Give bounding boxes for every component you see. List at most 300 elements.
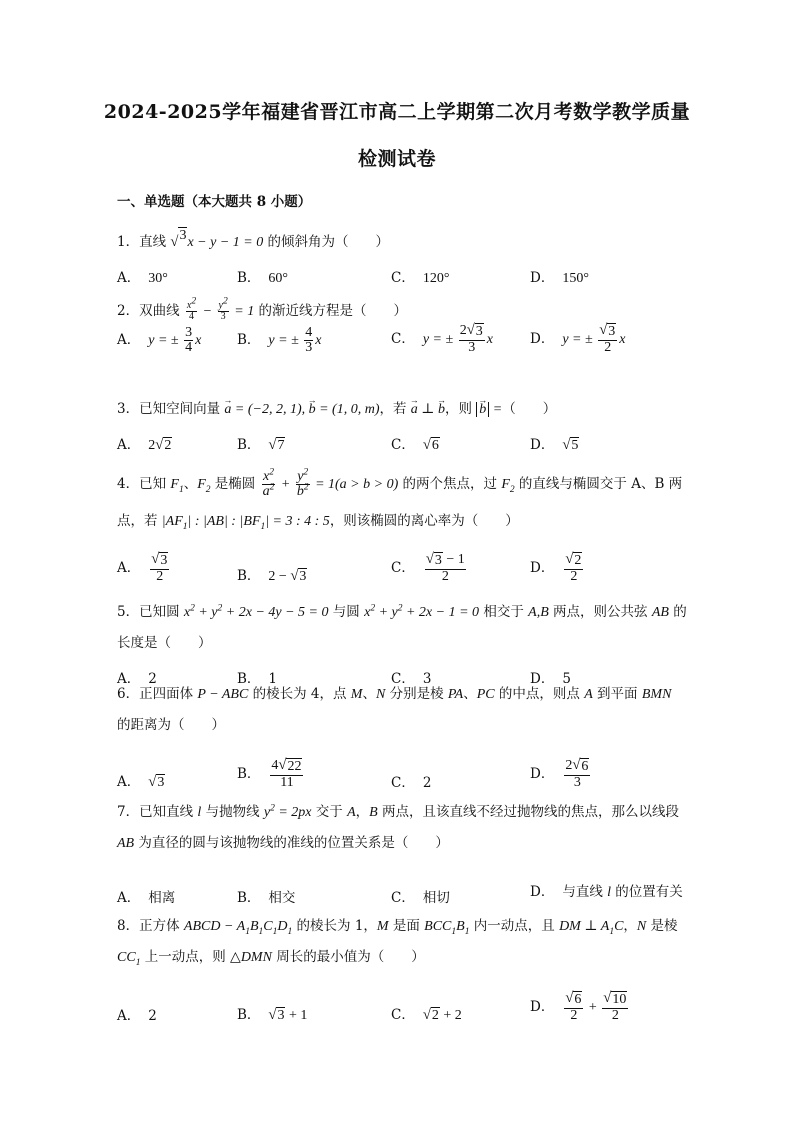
vector: → a	[411, 395, 418, 425]
subscript: 1	[245, 926, 250, 937]
math-upright: − 1	[442, 552, 465, 568]
option-label: A．	[117, 1008, 141, 1024]
math-expression: $x^2 + y^2 + 2x - 1 = 0$	[364, 603, 480, 620]
vector: → b	[438, 395, 445, 425]
option-a	[117, 770, 165, 791]
radicand: 3	[178, 227, 187, 257]
radicand: 6	[581, 759, 589, 775]
options-row	[117, 973, 689, 1029]
fraction	[262, 466, 276, 500]
option-label: D．	[530, 436, 555, 453]
text-run: 的倾斜角为（ ）	[263, 234, 390, 250]
option-label: D．	[530, 765, 555, 782]
denominator	[564, 570, 583, 585]
options-row	[117, 540, 689, 590]
math-expression: $CC_1$	[117, 950, 141, 968]
fraction	[296, 466, 310, 500]
text-run: 的渐近线方程是（ ）	[254, 303, 407, 319]
math-upright: 4	[188, 311, 194, 323]
math-expression	[562, 757, 592, 791]
superscript: 2	[269, 466, 274, 477]
superscript: 2	[217, 603, 223, 614]
math-expression: y = ± $\frac{4}{3}$ x	[268, 324, 322, 356]
numerator	[602, 991, 628, 1009]
denominator	[598, 341, 617, 356]
text-run: 与直线	[562, 884, 608, 900]
option-label: C．	[391, 671, 415, 687]
text-run: 3．已知空间向量	[117, 401, 225, 417]
text-run: 2	[148, 1008, 157, 1024]
math-expression	[562, 271, 589, 286]
option-label: C．	[391, 1006, 415, 1023]
square-root	[426, 552, 443, 569]
math-expression	[562, 438, 579, 453]
option-label: C．	[391, 559, 415, 576]
square-root	[148, 774, 165, 791]
math-expression: l	[197, 805, 202, 820]
denominator: $a^2$	[262, 482, 275, 500]
radicand: 3	[434, 553, 442, 569]
math-expression	[423, 1008, 462, 1023]
square-root	[155, 437, 172, 454]
math-expression	[268, 757, 305, 791]
radical-sign: √	[572, 757, 581, 774]
radical-sign: √	[425, 551, 434, 568]
subscript: 1	[272, 926, 278, 937]
math-expression	[268, 569, 307, 584]
fraction	[598, 323, 617, 356]
math-upright: 3	[305, 340, 313, 356]
radicand: 6	[574, 992, 582, 1008]
denominator	[184, 341, 193, 356]
fraction	[218, 296, 229, 323]
numerator	[304, 326, 313, 342]
option-label: A．	[117, 773, 141, 790]
text-run: 4．已知	[117, 476, 171, 492]
text-run: 、	[362, 686, 376, 702]
text-run: 两点，且该直线不经过抛物线的焦点，那么以线段	[377, 804, 680, 820]
denominator	[186, 312, 197, 323]
subscript: 2	[205, 484, 211, 495]
option-label: A．	[117, 270, 141, 286]
math-upright: 2	[570, 569, 578, 585]
math-expression: DM ⊥ $A_1C$	[559, 919, 624, 937]
math-expression: → a = (−2, 2, 1), → b = (1, 0, m)	[224, 402, 379, 417]
option-label: A．	[117, 559, 141, 576]
math-expression: $x^2 + y^2 + 2x - 4y - 5 = 0$	[183, 603, 329, 620]
math-upright: + 2	[439, 1007, 462, 1023]
numerator	[459, 323, 485, 341]
vector: → a	[224, 395, 231, 425]
math-expression	[423, 271, 450, 286]
math-expression: BMN	[641, 687, 672, 702]
radicand: 3	[157, 774, 165, 790]
text-run: 内一动点，且	[469, 918, 560, 934]
text-run: 相交	[268, 890, 296, 906]
option-label: A．	[117, 890, 141, 906]
superscript: 2	[370, 603, 376, 614]
math-expression: $\frac{x^2}{4}$ − $\frac{y^2}{3}$ = 1	[186, 296, 255, 323]
option-c	[391, 552, 468, 585]
radical-sign: √	[565, 551, 574, 568]
math-upright: 3	[468, 340, 476, 356]
text-run: ，	[355, 804, 370, 820]
denominator	[218, 312, 229, 323]
math-upright: 2	[441, 569, 449, 585]
square-root	[268, 1007, 285, 1024]
numerator	[598, 323, 617, 341]
text-run: 分别是棱	[385, 686, 448, 702]
math-upright: 2	[565, 758, 573, 774]
option-b	[237, 266, 288, 287]
math-upright: 2	[156, 569, 164, 585]
radicand: 22	[287, 759, 302, 775]
numerator	[150, 552, 169, 570]
superscript: 2	[303, 466, 309, 477]
math-expression: AB	[651, 605, 669, 620]
math-upright: 2	[611, 1008, 619, 1024]
option-b	[237, 564, 307, 585]
text-run: 的棱长为 1，	[292, 918, 377, 934]
math-upright: 30°	[148, 271, 168, 286]
math-upright: 2	[148, 437, 156, 453]
radical-sign: √	[170, 234, 179, 250]
square-root	[290, 568, 307, 585]
text-run: ，若	[379, 401, 411, 417]
math-expression: $F_2$	[197, 477, 211, 495]
radical-sign: √	[422, 1006, 431, 1023]
math-expression: PC	[476, 687, 495, 702]
radical-sign: √	[148, 773, 157, 790]
option-label: A．	[117, 671, 141, 687]
math-expression	[148, 551, 171, 585]
text-run: 5．已知圆	[117, 604, 184, 620]
numerator	[564, 758, 590, 776]
radical-sign: √	[290, 567, 299, 584]
math-expression: → a ⊥ → b	[411, 402, 445, 417]
math-expression: $y^2 = 2px$	[263, 803, 312, 820]
option-label: B．	[237, 671, 261, 687]
math-expression	[148, 271, 168, 286]
radicand: 3	[475, 324, 483, 340]
exam-title-line-2: 检测试卷	[357, 148, 436, 170]
option-b	[237, 758, 305, 791]
math-expression: y = ± $\frac{3}{4}$ x	[148, 324, 202, 356]
text-run: 是椭圆	[210, 476, 260, 492]
square-root	[467, 323, 484, 340]
option-label: D．	[530, 559, 555, 576]
superscript: 2	[303, 482, 309, 493]
option-label: B．	[237, 1006, 261, 1023]
text-run: 1	[268, 671, 278, 687]
text-run: 相交于	[479, 604, 529, 620]
math-upright: 4	[185, 340, 193, 356]
radicand: 2	[574, 553, 582, 569]
superscript: 2	[190, 603, 195, 614]
question-stem	[117, 227, 689, 258]
fraction	[564, 552, 583, 585]
math-expression: l	[607, 885, 612, 900]
square-root	[565, 991, 582, 1008]
radicand: 3	[608, 324, 616, 340]
math-expression: N	[636, 919, 647, 934]
text-run: 的两个焦点，过	[398, 476, 502, 492]
option-label: A．	[117, 332, 141, 349]
math-upright: 3	[573, 775, 581, 791]
square-root	[278, 758, 302, 775]
fraction	[425, 552, 466, 585]
subscript: 1	[258, 926, 264, 937]
option-label: B．	[237, 436, 261, 453]
subscript: 1	[182, 521, 188, 532]
math-expression	[268, 438, 285, 453]
text-run: 的中点，则点	[494, 686, 585, 702]
denominator	[602, 1009, 628, 1024]
option-d	[530, 433, 579, 454]
math-upright: 120°	[422, 271, 450, 286]
option-d	[530, 266, 589, 287]
math-expression	[423, 551, 468, 585]
square-root	[603, 991, 627, 1008]
text-run: 是面	[388, 918, 425, 934]
option-d	[530, 323, 625, 356]
option-c	[391, 433, 440, 454]
question-stem	[117, 797, 689, 859]
radical-sign: √	[278, 757, 287, 774]
numerator: $y^2$	[297, 466, 309, 484]
numerator: $y^2$	[218, 296, 228, 311]
question-stem	[117, 597, 689, 658]
question-5	[117, 597, 689, 692]
fraction	[270, 758, 303, 791]
radical-sign: √	[562, 436, 571, 453]
option-label: B．	[237, 332, 261, 349]
math-expression	[268, 271, 288, 286]
fraction	[186, 296, 197, 323]
exam-title-line-1: 2024-2025学年福建省晋江市高二上学期第二次月考数学教学质量	[103, 101, 691, 123]
denominator	[564, 1009, 583, 1024]
square-root	[268, 437, 285, 454]
question-stem	[117, 679, 689, 740]
radical-sign: √	[422, 436, 431, 453]
radical-sign: √	[268, 1006, 277, 1023]
text-run: 与抛物线	[201, 804, 264, 820]
radicand: 3	[277, 1007, 285, 1023]
text-run: 的距离为（ ）	[117, 717, 225, 733]
option-a	[117, 552, 171, 585]
math-upright: 3	[185, 324, 193, 340]
square-root	[170, 227, 187, 257]
option-a	[117, 1004, 157, 1024]
text-run: 1．直线	[117, 234, 171, 250]
numerator	[564, 552, 583, 570]
math-upright: 3	[220, 311, 226, 323]
fraction	[150, 552, 169, 585]
numerator: $x^2$	[263, 466, 274, 484]
subscript: 1	[609, 926, 615, 937]
math-upright: 150°	[562, 271, 589, 286]
math-expression: √ 3 x − y − 1 = 0	[170, 235, 263, 250]
math-expression: P − ABC	[197, 687, 249, 702]
text-run: 两点，则公共弦	[548, 604, 652, 620]
option-a	[117, 266, 168, 287]
math-expression: M	[350, 687, 363, 702]
math-upright: + 1	[285, 1007, 308, 1023]
question-3	[117, 394, 689, 459]
superscript: 2	[397, 603, 403, 614]
text-run: 的位置有关	[611, 884, 683, 900]
absolute-value	[476, 402, 489, 417]
option-label: C．	[391, 775, 415, 791]
math-expression: $F_2$	[501, 477, 515, 495]
math-expression	[148, 775, 165, 790]
math-expression: → b =	[476, 402, 502, 417]
text-run: 到平面	[592, 686, 642, 702]
vector: → b	[309, 395, 316, 425]
numerator	[184, 326, 193, 342]
math-expression: y = ± √ 3 2 x	[562, 322, 626, 356]
text-run: 是棱	[646, 918, 678, 934]
square-root	[423, 1007, 440, 1024]
math-upright: 2	[604, 340, 612, 356]
fraction	[184, 326, 193, 356]
question-6	[117, 679, 689, 796]
fraction	[564, 758, 590, 791]
text-run: 2	[422, 775, 432, 791]
option-label: D．	[530, 884, 555, 900]
vector: → b	[479, 395, 486, 425]
math-expression	[148, 438, 172, 453]
fraction	[459, 323, 485, 356]
option-c	[391, 1003, 462, 1024]
radical-sign: √	[155, 436, 164, 453]
math-upright: 2 −	[268, 568, 291, 584]
math-upright: 4	[271, 758, 279, 774]
option-d	[530, 552, 585, 585]
text-run: 的长度是（ ）	[117, 604, 687, 651]
math-upright: +	[585, 999, 601, 1015]
option-c	[391, 771, 431, 791]
math-expression: AB	[117, 836, 135, 851]
denominator	[425, 570, 466, 585]
option-label: B．	[237, 567, 261, 584]
question-1	[117, 227, 689, 292]
text-run: 5	[562, 671, 571, 687]
math-expression: y = ± 2 √ 3 3 x	[422, 322, 493, 356]
numerator: $x^2$	[186, 296, 197, 311]
option-label: B．	[237, 890, 261, 906]
question-stem	[117, 911, 689, 973]
math-expression: PA	[447, 687, 464, 702]
option-label: B．	[237, 270, 261, 286]
option-a	[117, 433, 172, 454]
radical-sign: √	[603, 990, 612, 1007]
math-expression: B	[369, 805, 378, 820]
text-run: 上一动点，则	[140, 949, 231, 965]
text-run: 为直径的圆与该抛物线的准线的位置关系是（ ）	[134, 835, 449, 851]
option-label: C．	[391, 330, 415, 347]
option-d	[530, 991, 630, 1024]
text-run: 交于	[311, 804, 348, 820]
math-expression: M	[376, 919, 389, 934]
text-run: ，则	[444, 401, 477, 417]
math-upright: 2	[570, 1008, 578, 1024]
question-2	[117, 296, 689, 361]
superscript: 2	[191, 296, 197, 307]
question-8	[117, 911, 689, 1029]
math-expression: ABCD − $A_1B_1C_1D_1$	[183, 919, 293, 937]
option-label: D．	[530, 270, 555, 286]
question-stem	[117, 466, 689, 540]
subscript: 1	[178, 484, 184, 495]
radicand: 3	[299, 568, 307, 584]
option-label: A．	[117, 436, 141, 453]
square-root	[151, 552, 168, 569]
text-run: （ ）	[502, 401, 557, 417]
option-b	[237, 433, 285, 454]
radicand: 2	[164, 437, 172, 453]
option-label: B．	[237, 765, 261, 782]
subscript: 1	[464, 926, 470, 937]
option-c	[391, 323, 493, 356]
text-run: ，	[623, 918, 637, 934]
option-label: C．	[391, 890, 415, 906]
option-d	[117, 879, 689, 906]
denominator	[150, 570, 169, 585]
radical-sign: √	[466, 322, 475, 339]
square-root	[599, 323, 616, 340]
text-run: 2	[148, 671, 157, 687]
options-row	[117, 322, 689, 361]
subscript: 1	[260, 521, 266, 532]
numerator	[564, 991, 583, 1009]
math-upright: 60°	[268, 271, 289, 286]
math-expression: $BCC_1B_1$	[424, 919, 470, 937]
radicand: 10	[612, 992, 627, 1008]
option-d	[530, 758, 592, 791]
superscript: 2	[269, 482, 275, 493]
text-run: 的直线与椭圆交于 A、B 两点，若	[117, 476, 683, 529]
radical-sign: √	[268, 436, 277, 453]
subscript: 1	[287, 926, 293, 937]
text-run: 的棱长为 4，点	[248, 686, 351, 702]
math-upright: 2	[459, 323, 467, 339]
denominator	[564, 776, 590, 791]
math-expression	[562, 551, 585, 585]
math-expression	[268, 1008, 307, 1023]
superscript: 2	[270, 803, 275, 814]
math-expression: N	[375, 687, 386, 702]
option-label: C．	[391, 436, 415, 453]
text-run: 、	[183, 476, 198, 492]
text-run: 8．正方体	[117, 918, 184, 934]
math-upright: 4	[305, 324, 313, 340]
text-run: 7．已知直线	[117, 804, 198, 820]
subscript: 1	[135, 957, 141, 968]
text-run: 3	[422, 671, 432, 687]
square-root	[423, 437, 440, 454]
radical-sign: √	[599, 322, 608, 339]
math-expression: A,B	[528, 605, 549, 620]
option-label: D．	[530, 671, 555, 687]
numerator	[270, 758, 303, 776]
text-run: 相离	[148, 890, 176, 906]
option-c	[391, 266, 449, 287]
math-expression	[423, 438, 440, 453]
math-expression: A	[584, 687, 593, 702]
text-run: 与圆	[328, 604, 365, 620]
option-label: D．	[530, 330, 555, 347]
